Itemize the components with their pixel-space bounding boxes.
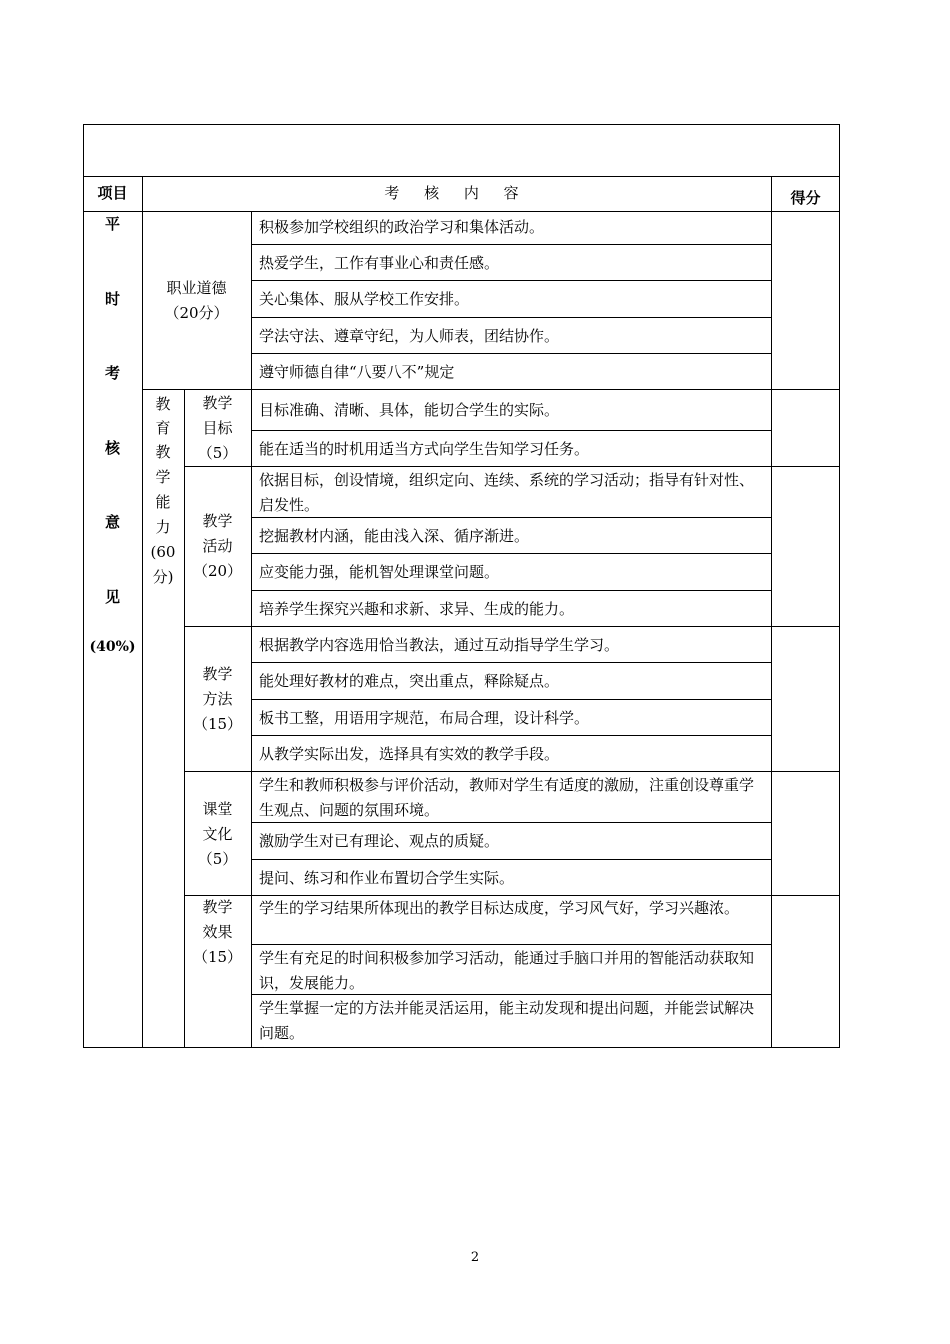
section-weight: (40%) [89, 639, 136, 655]
group-row: 培养学生探究兴趣和求新、求异、生成的能力。 [259, 600, 575, 618]
ability-char: 育 [155, 419, 171, 437]
group-name: 教学 方法 [202, 665, 233, 708]
ethics-row: 热爱学生，工作有事业心和责任感。 [259, 254, 500, 272]
group-row: 从教学实际出发，选择具有实效的教学手段。 [259, 745, 560, 763]
ability-char: 教 [155, 443, 171, 461]
section-char: 平 [104, 215, 120, 233]
ability-char: 学 [155, 468, 171, 486]
section-char: 核 [104, 439, 120, 457]
section-char: 时 [104, 290, 120, 308]
ability-char: 能 [155, 493, 171, 511]
header-content: 考 核 内 容 [384, 184, 529, 202]
group-name: 教学 活动 [202, 512, 233, 555]
group-points: （5） [197, 444, 238, 462]
group-row: 根据教学内容选用恰当教法，通过互动指导学生学习。 [259, 636, 620, 654]
ethics-row: 积极参加学校组织的政治学习和集体活动。 [259, 218, 545, 236]
ability-char: (60 [150, 543, 176, 561]
ability-char: 教 [155, 395, 171, 413]
ethics-points: （20分） [164, 304, 229, 322]
header-item: 项目 [97, 184, 128, 202]
group-row: 依据目标，创设情境，组织定向、连续、系统的学习活动；指导有针对性、启发性。 [259, 471, 755, 514]
group-points: （5） [197, 850, 238, 868]
ethics-row: 学法守法、遵章守纪，为人师表，团结协作。 [259, 327, 560, 345]
section-char: 见 [104, 588, 120, 606]
group-row: 能在适当的时机用适当方式向学生告知学习任务。 [259, 440, 590, 458]
ability-char: 分) [152, 568, 174, 586]
group-row: 学生的学习结果所体现出的教学目标达成度，学习风气好，学习兴趣浓。 [259, 899, 740, 917]
group-row: 学生掌握一定的方法并能灵活运用，能主动发现和提出问题，并能尝试解决问题。 [259, 999, 755, 1042]
group-row: 能处理好教材的难点，突出重点，释除疑点。 [259, 672, 560, 690]
group-row: 挖掘教材内涵，能由浅入深、循序渐进。 [259, 527, 530, 545]
group-name: 教学 效果 [202, 898, 233, 941]
ethics-row: 遵守师德自律“八要八不”规定 [259, 363, 455, 381]
group-name: 教学 目标 [202, 394, 233, 437]
group-row: 应变能力强，能机智处理课堂问题。 [259, 563, 500, 581]
ethics-label: 职业道德 [166, 279, 227, 297]
group-row: 板书工整，用语用字规范，布局合理，设计科学。 [259, 709, 590, 727]
group-row: 学生和教师积极参与评价活动，教师对学生有适度的激励，注重创设尊重学生观点、问题的氛围环境。 [259, 776, 755, 819]
group-name: 课堂 文化 [202, 800, 233, 843]
group-points: （15） [192, 715, 243, 733]
ethics-row: 关心集体、服从学校工作安排。 [259, 290, 470, 308]
group-row: 激励学生对已有理论、观点的质疑。 [259, 832, 500, 850]
group-row: 学生有充足的时间积极参加学习活动，能通过手脑口并用的智能活动获取知识，发展能力。 [259, 949, 755, 992]
ability-char: 力 [155, 518, 171, 536]
group-row: 提问、练习和作业布置切合学生实际。 [259, 869, 515, 887]
group-points: （15） [192, 948, 243, 966]
section-char: 考 [104, 364, 120, 382]
section-char: 意 [104, 513, 120, 531]
group-points: （20） [192, 562, 243, 580]
page-number: 2 [470, 1250, 480, 1265]
group-row: 目标准确、清晰、具体，能切合学生的实际。 [259, 401, 560, 419]
header-score: 得分 [790, 189, 821, 207]
